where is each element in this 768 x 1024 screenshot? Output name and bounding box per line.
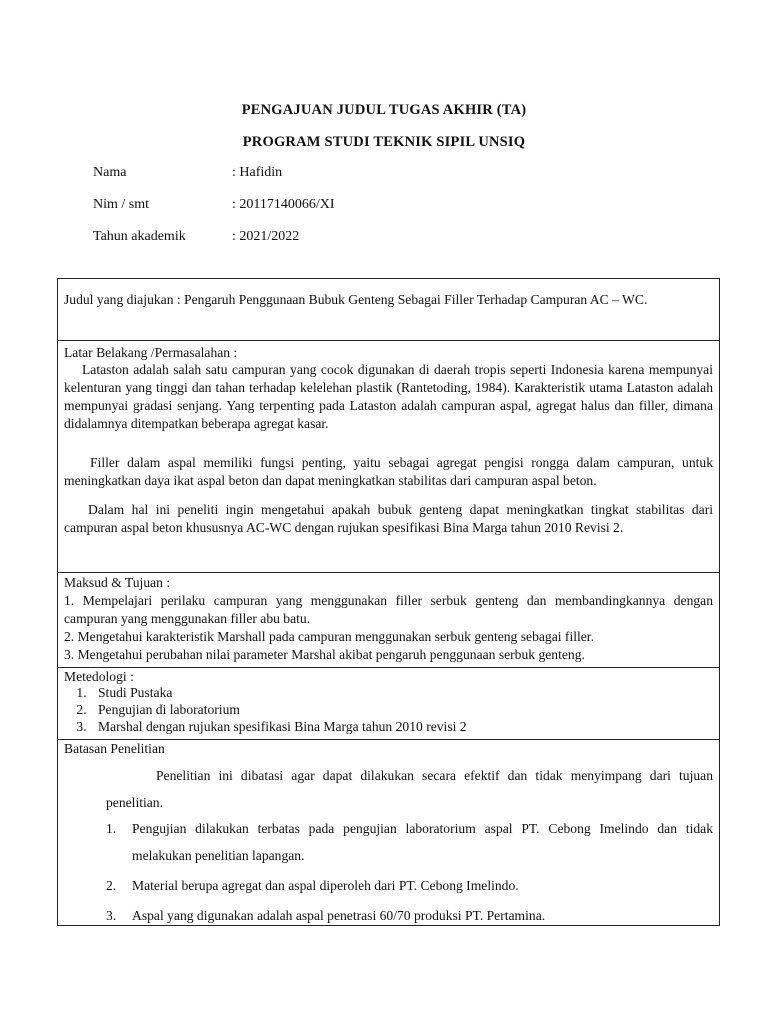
batasan-intro: Penelitian ini dibatasi agar dapat dilakukan secara efektif dan tidak menyimpang dari tujuan penelitian. (106, 768, 713, 810)
identity-value: : 2021/2022 (232, 229, 300, 244)
section-batasan (58, 740, 719, 927)
metodologi-list (64, 684, 467, 735)
list-item: 3. Mengetahui perubahan nilai parameter Marshal akibat pengaruh penggunaan serbuk genteng. (64, 647, 585, 662)
list-text: Aspal yang digunakan adalah aspal penetrasi 60/70 produksi PT. Pertamina. (132, 908, 546, 923)
latar-paragraph: Filler dalam aspal memiliki fungsi penting, yaitu sebagai agregat pengisi rongga dalam campuran, untuk meningkatkan daya ikat aspal beton dan dapat meningkatkan stabilitas dari campuran aspal beton. (64, 455, 713, 488)
list-number: 1. (106, 821, 117, 836)
list-number: 2. (106, 878, 117, 893)
batasan-heading: Batasan Penelitian (64, 741, 165, 756)
latar-heading: Latar Belakang /Permasalahan : (64, 345, 238, 360)
proposal-table (57, 278, 720, 926)
metodologi-heading: Metedologi : (64, 669, 134, 684)
list-item: 1. Studi Pustaka (90, 684, 467, 701)
maksud-list (64, 592, 713, 664)
identity-label: Nama (93, 165, 127, 180)
identity-value: : Hafidin (232, 165, 283, 180)
list-item: 3. Marshal dengan rujukan spesifikasi Bina Marga tahun 2010 revisi 2 (90, 718, 467, 735)
section-metodologi (58, 668, 719, 740)
list-item: 2. Pengujian di laboratorium (90, 701, 467, 718)
section-latar-belakang (58, 341, 719, 573)
document-title: PENGAJUAN JUDUL TUGAS AKHIR (TA) (241, 102, 527, 118)
program-title: PROGRAM STUDI TEKNIK SIPIL UNSIQ (242, 134, 526, 150)
latar-paragraph: Lataston adalah salah satu campuran yang cocok digunakan di daerah tropis seperti Indonesia karena mempunyai kelenturan yang tinggi dan tahan terhadap kelelehan plastik (Rantetoding, 1984). Karakteristik utama Lataston adalah mempunyai gradasi senjang. Yang terpenting pada Lataston adalah campuran aspal, agregat halus dan filler, dimana didalamnya ditempatkan beberapa agregat kasar. (64, 362, 713, 431)
judul-text: Judul yang diajukan : Pengaruh Penggunaan Bubuk Genteng Sebagai Filler Terhadap Campuran AC – WC. (64, 292, 648, 307)
list-text: Material berupa agregat dan aspal diperoleh dari PT. Cebong Imelindo. (132, 878, 519, 893)
identity-label: Tahun akademik (93, 229, 186, 244)
batasan-list (106, 815, 713, 932)
list-item: 2. Mengetahui karakteristik Marshall pada campuran menggunakan serbuk genteng sebagai filler. (64, 629, 594, 644)
section-maksud-tujuan (58, 573, 719, 668)
latar-paragraph: Dalam hal ini peneliti ingin mengetahui apakah bubuk genteng dapat meningkatkan tingkat stabilitas dari campuran aspal beton khususnya AC-WC dengan rujukan spesifikasi Bina Marga tahun 2010 Revisi 2. (64, 502, 713, 535)
section-judul (58, 279, 719, 341)
list-text: Pengujian dilakukan terbatas pada pengujian laboratorium aspal PT. Cebong Imelindo dan tidak melakukan penelitian lapangan. (132, 821, 713, 863)
identity-value: : 20117140066/XI (232, 197, 335, 212)
list-item: 1. Mempelajari perilaku campuran yang menggunakan filler serbuk genteng dan membandingkannya dengan campuran yang menggunakan filler abu batu. (64, 593, 713, 626)
list-number: 3. (106, 908, 117, 923)
list-item (106, 872, 713, 899)
list-item (106, 902, 713, 929)
identity-label: Nim / smt (93, 197, 150, 212)
maksud-heading: Maksud & Tujuan : (64, 575, 171, 590)
list-item (106, 815, 713, 869)
